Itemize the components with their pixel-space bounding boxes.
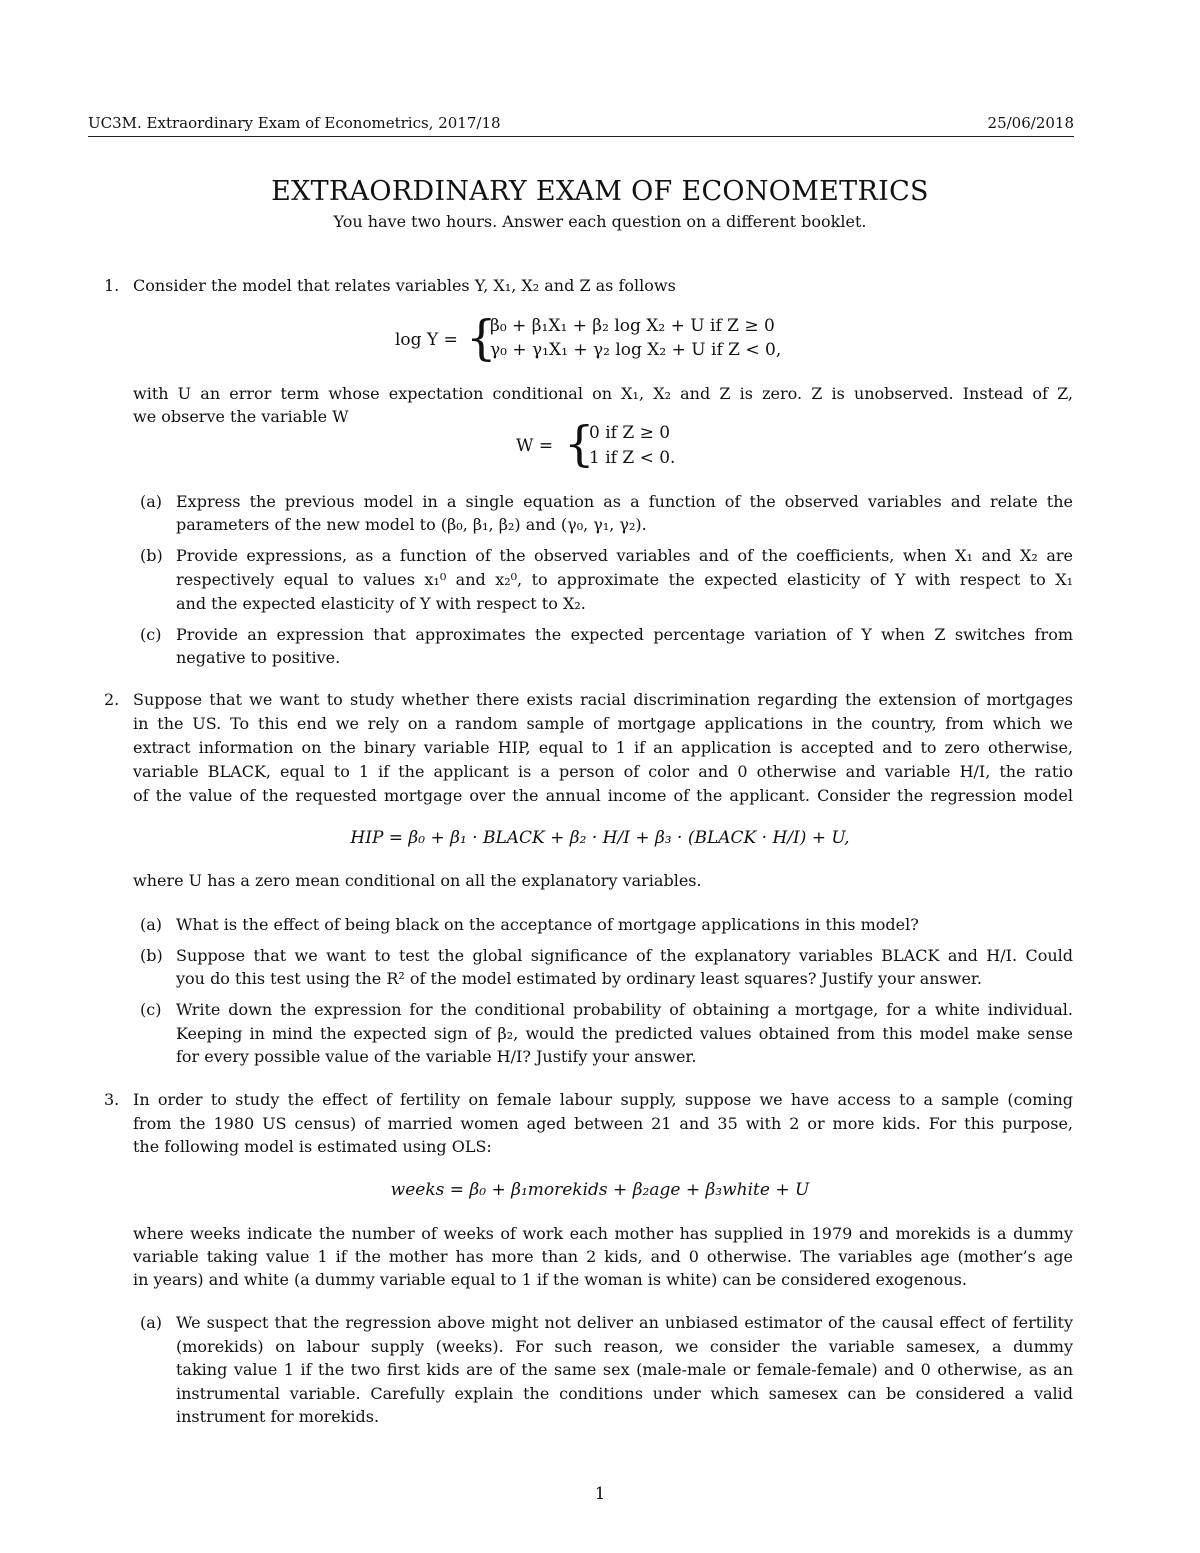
header-course: UC3M. Extraordinary Exam of Econometrics, 2017/18 [88, 114, 501, 132]
question-2-number: 2. [104, 690, 120, 709]
q1-w-case-2: 1 if Z < 0. [589, 448, 676, 468]
q1-part-a-label: (a) [140, 492, 163, 511]
q2-paragraph-line: extract information on the binary variable HIP, equal to 1 if an application is accepted and to zero otherwise, [133, 738, 1073, 757]
q1-part-c-line: Provide an expression that approximates the expected percentage variation of Y when Z switches from [176, 625, 1073, 644]
q1-equation-brace: { [466, 310, 497, 366]
q2-part-c-line: Keeping in mind the expected sign of β₂, would the predicted values obtained from this model make sense [176, 1024, 1073, 1043]
exam-instructions: You have two hours. Answer each question on a different booklet. [333, 212, 867, 231]
q1-w-brace: { [564, 416, 595, 472]
q2-paragraph-line: of the value of the requested mortgage over the annual income of the applicant. Consider the regression model [133, 786, 1073, 805]
q2-part-b-line: you do this test using the R² of the model estimated by ordinary least squares? Justify your answer. [176, 969, 982, 988]
q2-paragraph-line: in the US. To this end we rely on a random sample of mortgage applications in the country, from which we [133, 714, 1073, 733]
q3-paragraph-line: In order to study the effect of fertility on female labour supply, suppose we have access to a sample (coming [133, 1090, 1073, 1109]
running-header [88, 114, 1074, 137]
header-date: 25/06/2018 [987, 114, 1074, 132]
q1-part-b-line: Provide expressions, as a function of the observed variables and of the coefficients, when X₁ and X₂ are [176, 546, 1073, 565]
q2-paragraph-line: variable BLACK, equal to 1 if the applicant is a person of color and 0 otherwise and variable H/I, the ratio [133, 762, 1073, 781]
q1-paragraph-line: we observe the variable W [133, 407, 349, 426]
q1-part-c-label: (c) [140, 625, 162, 644]
q1-part-a-line: Express the previous model in a single equation as a function of the observed variables and relate the [176, 492, 1073, 511]
q1-part-b-label: (b) [140, 546, 163, 565]
question-1-intro: Consider the model that relates variables Y, X₁, X₂ and Z as follows [133, 276, 676, 295]
question-1-number: 1. [104, 276, 120, 295]
page-number: 1 [594, 1484, 606, 1504]
q3-part-a-line: instrument for morekids. [176, 1407, 380, 1426]
q3-paragraph-line: the following model is estimated using OLS: [133, 1137, 492, 1156]
q3-paragraph-line: where weeks indicate the number of weeks of work each mother has supplied in 1979 and morekids is a dummy [133, 1224, 1073, 1243]
q1-w-lhs: W = [516, 436, 554, 456]
q1-paragraph-line: with U an error term whose expectation conditional on X₁, X₂ and Z is zero. Z is unobserved. Instead of Z, [133, 384, 1073, 403]
q2-part-b-label: (b) [140, 946, 163, 965]
q3-part-a-line: taking value 1 if the two first kids are of the same sex (male-male or female-female) and 0 otherwise, as an [176, 1360, 1073, 1379]
q3-part-a-line: instrumental variable. Carefully explain the conditions under which samesex can be considered a valid [176, 1384, 1073, 1403]
q2-part-a-line: What is the effect of being black on the acceptance of mortgage applications in this model? [176, 915, 919, 934]
q2-after-equation: where U has a zero mean conditional on all the explanatory variables. [133, 871, 702, 890]
q1-equation-case-1: β₀ + β₁X₁ + β₂ log X₂ + U if Z ≥ 0 [490, 316, 775, 336]
exam-title: EXTRAORDINARY EXAM OF ECONOMETRICS [271, 176, 929, 207]
q3-part-a-line: We suspect that the regression above might not deliver an unbiased estimator of the causal effect of fertility [176, 1313, 1073, 1332]
q1-part-c-line: negative to positive. [176, 648, 341, 667]
q2-part-c-line: for every possible value of the variable H/I? Justify your answer. [176, 1047, 697, 1066]
q2-regression-equation: HIP = β₀ + β₁ · BLACK + β₂ · H/I + β₃ · (BLACK · H/I) + U, [350, 828, 850, 848]
q2-part-c-label: (c) [140, 1000, 162, 1019]
q1-part-b-line: and the expected elasticity of Y with respect to X₂. [176, 594, 586, 613]
q2-part-a-label: (a) [140, 915, 163, 934]
q1-part-a-line: parameters of the new model to (β₀, β₁, β₂) and (γ₀, γ₁, γ₂). [176, 515, 647, 534]
q3-paragraph-line: in years) and white (a dummy variable equal to 1 if the woman is white) can be considered exogenous. [133, 1270, 967, 1289]
q3-part-a-label: (a) [140, 1313, 163, 1332]
q1-equation-lhs: log Y = [395, 330, 458, 350]
q2-paragraph-line: Suppose that we want to study whether there exists racial discrimination regarding the extension of mortgages [133, 690, 1073, 709]
q3-paragraph-line: from the 1980 US census) of married women aged between 21 and 35 with 2 or more kids. For this purpose, [133, 1114, 1073, 1133]
q3-part-a-line: (morekids) on labour supply (weeks). For such reason, we consider the variable samesex, a dummy [176, 1337, 1073, 1356]
q2-part-c-line: Write down the expression for the conditional probability of obtaining a mortgage, for a white individual. [176, 1000, 1073, 1019]
q1-w-case-1: 0 if Z ≥ 0 [589, 423, 671, 443]
q1-equation-case-2: γ₀ + γ₁X₁ + γ₂ log X₂ + U if Z < 0, [490, 340, 782, 360]
q3-paragraph-line: variable taking value 1 if the mother has more than 2 kids, and 0 otherwise. The variables age (mother’s age [133, 1247, 1073, 1266]
q1-part-b-line: respectively equal to values x₁⁰ and x₂⁰, to approximate the expected elasticity of Y with respect to X₁ [176, 570, 1073, 589]
q2-part-b-line: Suppose that we want to test the global significance of the explanatory variables BLACK and H/I. Could [176, 946, 1073, 965]
q3-ols-equation: weeks = β₀ + β₁morekids + β₂age + β₃white + U [390, 1180, 810, 1200]
question-3-number: 3. [104, 1090, 120, 1109]
